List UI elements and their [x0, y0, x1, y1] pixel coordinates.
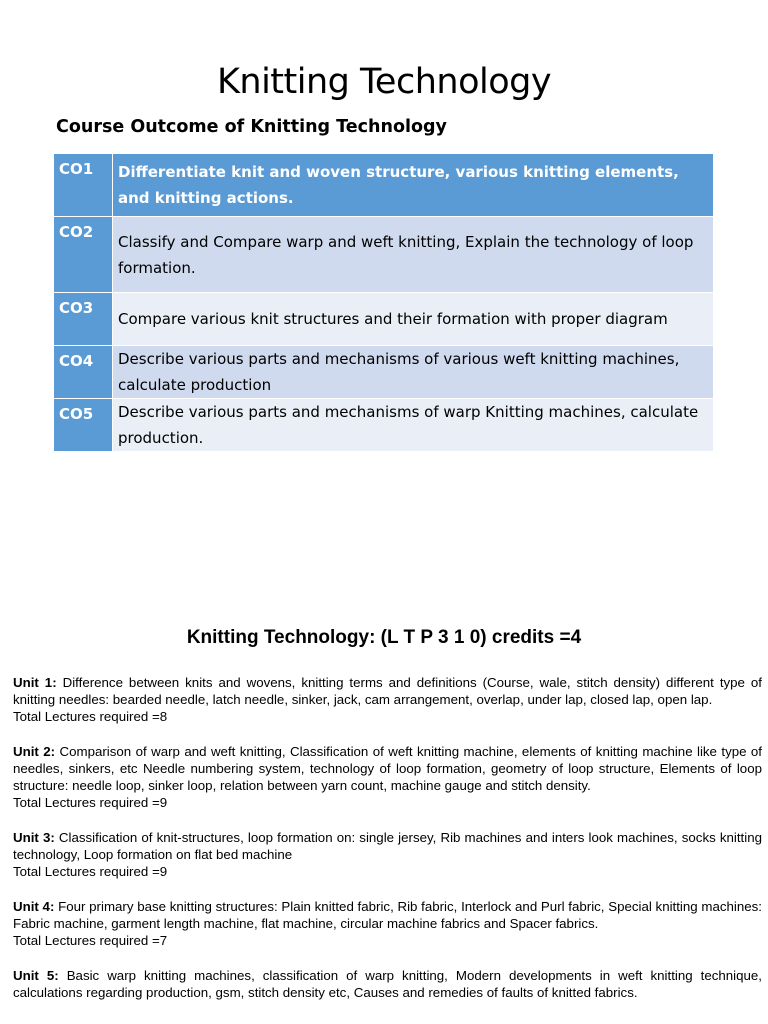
co-code: CO4	[54, 346, 113, 399]
table-row	[54, 346, 714, 399]
co-description: Compare various knit structures and their formation with proper diagram	[113, 293, 714, 346]
co-code: CO2	[54, 217, 113, 293]
co-code: CO5	[54, 399, 113, 452]
units-list	[13, 674, 762, 1019]
unit-label: Unit 5:	[13, 968, 59, 983]
unit-lectures: Total Lectures required =7	[13, 933, 168, 948]
table-row	[54, 217, 714, 293]
unit-label: Unit 3:	[13, 830, 55, 845]
table-row	[54, 154, 714, 217]
list-item	[13, 967, 762, 1001]
co-description: Describe various parts and mechanisms of various weft knitting machines, calculate production	[113, 346, 714, 399]
co-description: Differentiate knit and woven structure, various knitting elements, and knitting actions.	[113, 154, 714, 217]
co-description: Classify and Compare warp and weft knitting, Explain the technology of loop formation.	[113, 217, 714, 293]
table-row	[54, 399, 714, 452]
unit-label: Unit 2:	[13, 744, 56, 759]
course-outcome-table	[53, 153, 714, 452]
page-title: Knitting Technology	[216, 62, 552, 102]
unit-text: Basic warp knitting machines, classification of warp knitting, Modern developments in weft knitting technique, calculations regarding production, gsm, stitch density etc, Causes and remedies of faults of knitted fabrics.	[13, 968, 762, 1000]
unit-text: Four primary base knitting structures: Plain knitted fabric, Rib fabric, Interlock and Purl fabric, Special knitting machines: Fabric machine, garment length machine, flat machine, circular machine fabrics and Spacer fabrics.	[13, 899, 762, 931]
unit-lectures: Total Lectures required =9	[13, 864, 168, 879]
syllabus-title: Knitting Technology: (L T P 3 1 0) credits =4	[186, 627, 582, 648]
list-item	[13, 898, 762, 949]
list-item	[13, 829, 762, 880]
unit-label: Unit 4:	[13, 899, 55, 914]
unit-text: Comparison of warp and weft knitting, Classification of weft knitting machine, elements of knitting machine like type of needles, sinkers, etc Needle numbering system, technology of loop formation, geometry of loop structure, Elements of loop structure: needle loop, sinker loop, relation between yarn count, machine gauge and stitch density.	[13, 744, 763, 793]
list-item	[13, 743, 762, 811]
co-code: CO3	[54, 293, 113, 346]
co-code: CO1	[54, 154, 113, 217]
list-item	[13, 674, 762, 725]
table-row	[54, 293, 714, 346]
unit-text: Difference between knits and wovens, knitting terms and definitions (Course, wale, stitch density) different type of knitting needles: bearded needle, latch needle, sinker, jack, cam arrangement, overlap, under lap, closed lap, open lap.	[13, 675, 763, 707]
unit-lectures: Total Lectures required =8	[13, 709, 168, 724]
unit-label: Unit 1:	[13, 675, 57, 690]
unit-text: Classification of knit-structures, loop formation on: single jersey, Rib machines and inters look machines, socks knitting technology, Loop formation on flat bed machine	[13, 830, 762, 862]
course-outcome-heading: Course Outcome of Knitting Technology	[56, 117, 447, 137]
co-description: Describe various parts and mechanisms of warp Knitting machines, calculate production.	[113, 399, 714, 452]
unit-lectures: Total Lectures required =9	[13, 795, 168, 810]
